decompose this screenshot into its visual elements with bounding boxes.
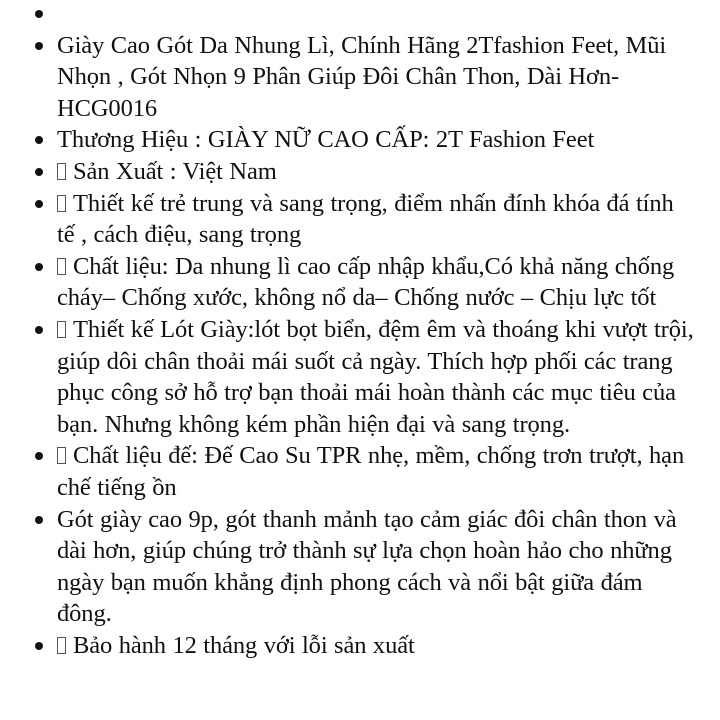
missing-glyph-icon: [57, 163, 66, 180]
list-item-empty: [57, 0, 720, 30]
bullet-icon: [35, 136, 43, 144]
list-item-text: Thương Hiệu : GIÀY NỮ CAO CẤP: 2T Fashion Feet: [57, 126, 595, 154]
bullet-icon: [35, 42, 43, 50]
bullet-icon: [35, 200, 43, 208]
list-item-text: Thiết kế trẻ trung và sang trọng, điểm nhấn đính khóa đá tính tế , cách điệu, sang trọng: [57, 189, 674, 249]
missing-glyph-icon: [57, 258, 66, 275]
list-item-product-title: [57, 30, 720, 125]
bullet-icon: [35, 452, 43, 460]
list-item-insole: [57, 314, 720, 440]
list-item-material: [57, 251, 720, 314]
list-item-origin: [57, 156, 720, 188]
missing-glyph-icon: [57, 195, 66, 212]
list-item-text: Gót giày cao 9p, gót thanh mảnh tạo cảm giác đôi chân thon và dài hơn, giúp chúng trở thành sự lựa chọn hoàn hảo cho những ngày bạn muốn khẳng định phong cách và nổi bật giữa đám đông.: [57, 505, 677, 628]
missing-glyph-icon: [57, 637, 66, 654]
bullet-icon: [35, 263, 43, 271]
list-item-brand: [57, 124, 720, 156]
list-item-warranty: [57, 630, 720, 662]
missing-glyph-icon: [57, 447, 66, 464]
list-item-design: [57, 188, 720, 251]
bullet-icon: [35, 168, 43, 176]
missing-glyph-icon: [57, 321, 66, 338]
list-item-heel: [57, 504, 720, 630]
bullet-icon: [35, 326, 43, 334]
list-item-text: Sản Xuất : Việt Nam: [73, 157, 277, 185]
bullet-icon: [35, 10, 43, 18]
list-item-text: Chất liệu đế: Đế Cao Su TPR nhẹ, mềm, chống trơn trượt, hạn chế tiếng ồn: [57, 442, 685, 501]
list-item-text: Thiết kế Lót Giày:lót bọt biển, đệm êm và thoáng khi vượt trội, giúp dôi chân thoải mái suốt cả ngày. Thích hợp phối các trang phục công sở hỗ trợ bạn thoải mái hoàn thành các mục tiêu của bạn. Nhưng không kém phần hiện đại và sang trọng.: [57, 315, 694, 438]
list-item-text: Giày Cao Gót Da Nhung Lì, Chính Hãng 2Tfashion Feet, Mũi Nhọn , Gót Nhọn 9 Phân Giúp Đôi Chân Thon, Dài Hơn- HCG0016: [57, 31, 667, 122]
bullet-icon: [35, 516, 43, 524]
list-item-text: Chất liệu: Da nhung lì cao cấp nhập khẩu,Có khả năng chống cháy– Chống xước, không nổ da– Chống nước – Chịu lực tốt: [57, 252, 675, 312]
list-item-sole: [57, 440, 720, 503]
bullet-icon: [35, 642, 43, 650]
list-item-text: Bảo hành 12 tháng với lỗi sản xuất: [73, 631, 415, 659]
